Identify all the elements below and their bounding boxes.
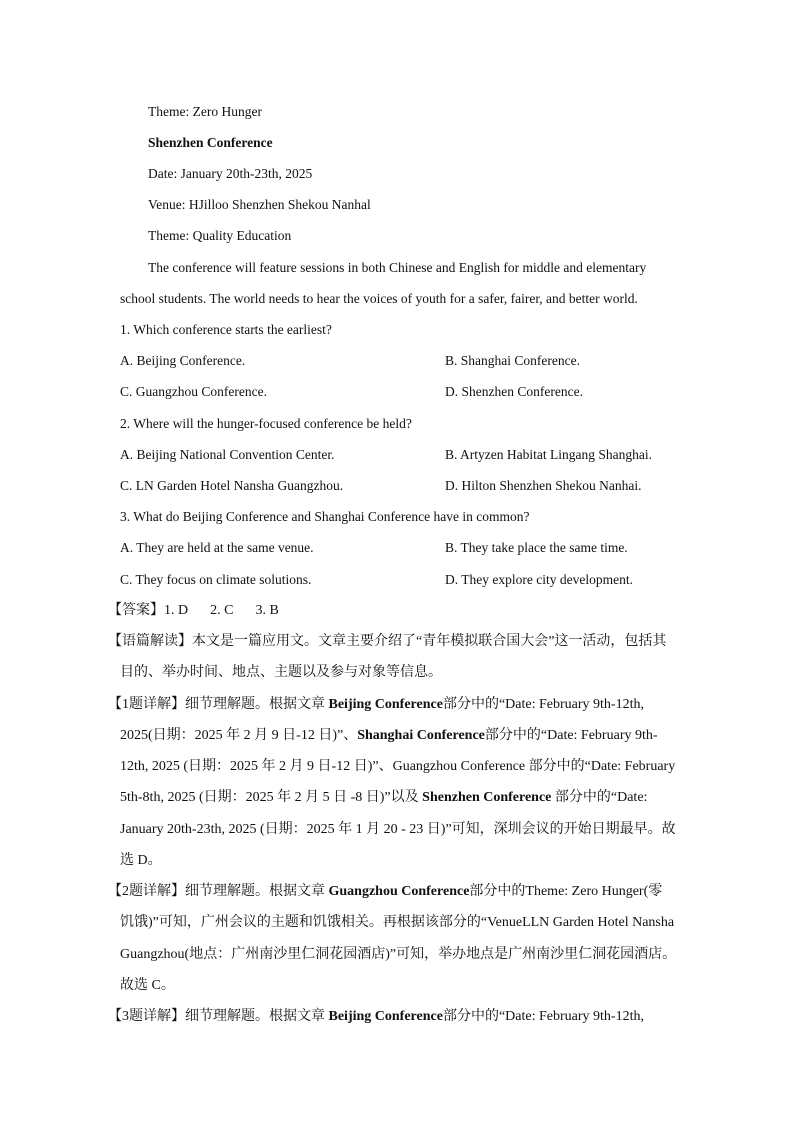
intro-label: 【语篇解读】 (108, 634, 192, 649)
shenzhen-heading: Shenzhen Conference (148, 135, 273, 150)
question-2-option-a: A. Beijing National Convention Center. (120, 447, 335, 462)
q1-explanation-line-5: January 20th-23th, 2025 (日期：2025 年 1 月 20 - 23 日)”可知，深圳会议的开始日期最早。故 (120, 822, 676, 837)
q3-explanation-line-1: 【3题详解】细节理解题。根据文章 Beijing Conference部分中的“Date: February 9th-12th, (108, 1009, 644, 1024)
q1-explanation-line-3: 12th, 2025 (日期：2025 年 2 月 9 日-12 日)”、Guangzhou Conference 部分中的“Date: February (120, 759, 676, 774)
question-1-option-b: B. Shanghai Conference. (445, 353, 580, 368)
answer-3: 3. B (255, 603, 279, 618)
q1-explanation-line-6: 选 D。 (120, 853, 162, 868)
intro-line-1: 【语篇解读】本文是一篇应用文。文章主要介绍了“青年模拟联合国大会”这一活动，包括其 (108, 634, 667, 649)
question-3-option-d: D. They explore city development. (445, 572, 633, 587)
q1-explanation-line-2: 2025(日期：2025 年 2 月 9 日-12 日)”、Shanghai Conference部分中的“Date: February 9th- (120, 728, 658, 743)
question-2-stem: 2. Where will the hunger-focused conference be held? (120, 416, 412, 431)
answer-line (108, 601, 279, 621)
question-1-option-d: D. Shenzhen Conference. (445, 384, 583, 399)
q2-label: 【2题详解】 (108, 884, 185, 899)
shenzhen-date: Date: January 20th-23th, 2025 (148, 166, 313, 181)
shenzhen-venue: Venue: HJilloo Shenzhen Shekou Nanhal (148, 197, 371, 212)
shenzhen-theme: Theme: Quality Education (148, 228, 292, 243)
q2-explanation-line-2: 饥饿)”可知，广州会议的主题和饥饿相关。再根据该部分的“VenueLLN Garden Hotel Nansha (120, 915, 675, 930)
theme-line: Theme: Zero Hunger (148, 104, 262, 119)
q1-explanation-line-4: 5th-8th, 2025 (日期：2025 年 2 月 5 日 -8 日)”以及 Shenzhen Conference 部分中的“Date: (120, 790, 648, 805)
closing-line-2: school students. The world needs to hear the voices of youth for a safer, fairer, and better world. (120, 291, 638, 306)
question-1-option-c: C. Guangzhou Conference. (120, 384, 267, 399)
q2-explanation-line-1: 【2题详解】细节理解题。根据文章 Guangzhou Conference部分中的Theme: Zero Hunger(零 (108, 884, 663, 899)
question-3-stem: 3. What do Beijing Conference and Shanghai Conference have in common? (120, 509, 530, 524)
question-2-option-b: B. Artyzen Habitat Lingang Shanghai. (445, 447, 652, 462)
answer-2: 2. C (210, 603, 234, 618)
answer-1: 1. D (164, 603, 189, 618)
q2-explanation-line-3: Guangzhou(地点：广州南沙里仁洞花园酒店)”可知，举办地点是广州南沙里仁洞花园酒店。 (120, 947, 677, 962)
q2-explanation-line-4: 故选 C。 (120, 978, 175, 993)
question-1-stem: 1. Which conference starts the earliest? (120, 322, 332, 337)
answer-label: 【答案】 (108, 603, 164, 618)
question-1-option-a: A. Beijing Conference. (120, 353, 246, 368)
question-3-option-c: C. They focus on climate solutions. (120, 572, 312, 587)
closing-line-1: The conference will feature sessions in both Chinese and English for middle and elementary (148, 260, 647, 275)
q3-label: 【3题详解】 (108, 1009, 185, 1024)
q1-explanation-line-1: 【1题详解】细节理解题。根据文章 Beijing Conference部分中的“Date: February 9th-12th, (108, 697, 644, 712)
q1-label: 【1题详解】 (108, 697, 185, 712)
question-3-option-a: A. They are held at the same venue. (120, 540, 314, 555)
question-2-option-c: C. LN Garden Hotel Nansha Guangzhou. (120, 478, 344, 493)
question-3-option-b: B. They take place the same time. (445, 540, 628, 555)
intro-line-2: 目的、举办时间、地点、主题以及参与对象等信息。 (120, 665, 442, 680)
question-2-option-d: D. Hilton Shenzhen Shekou Nanhai. (445, 478, 642, 493)
